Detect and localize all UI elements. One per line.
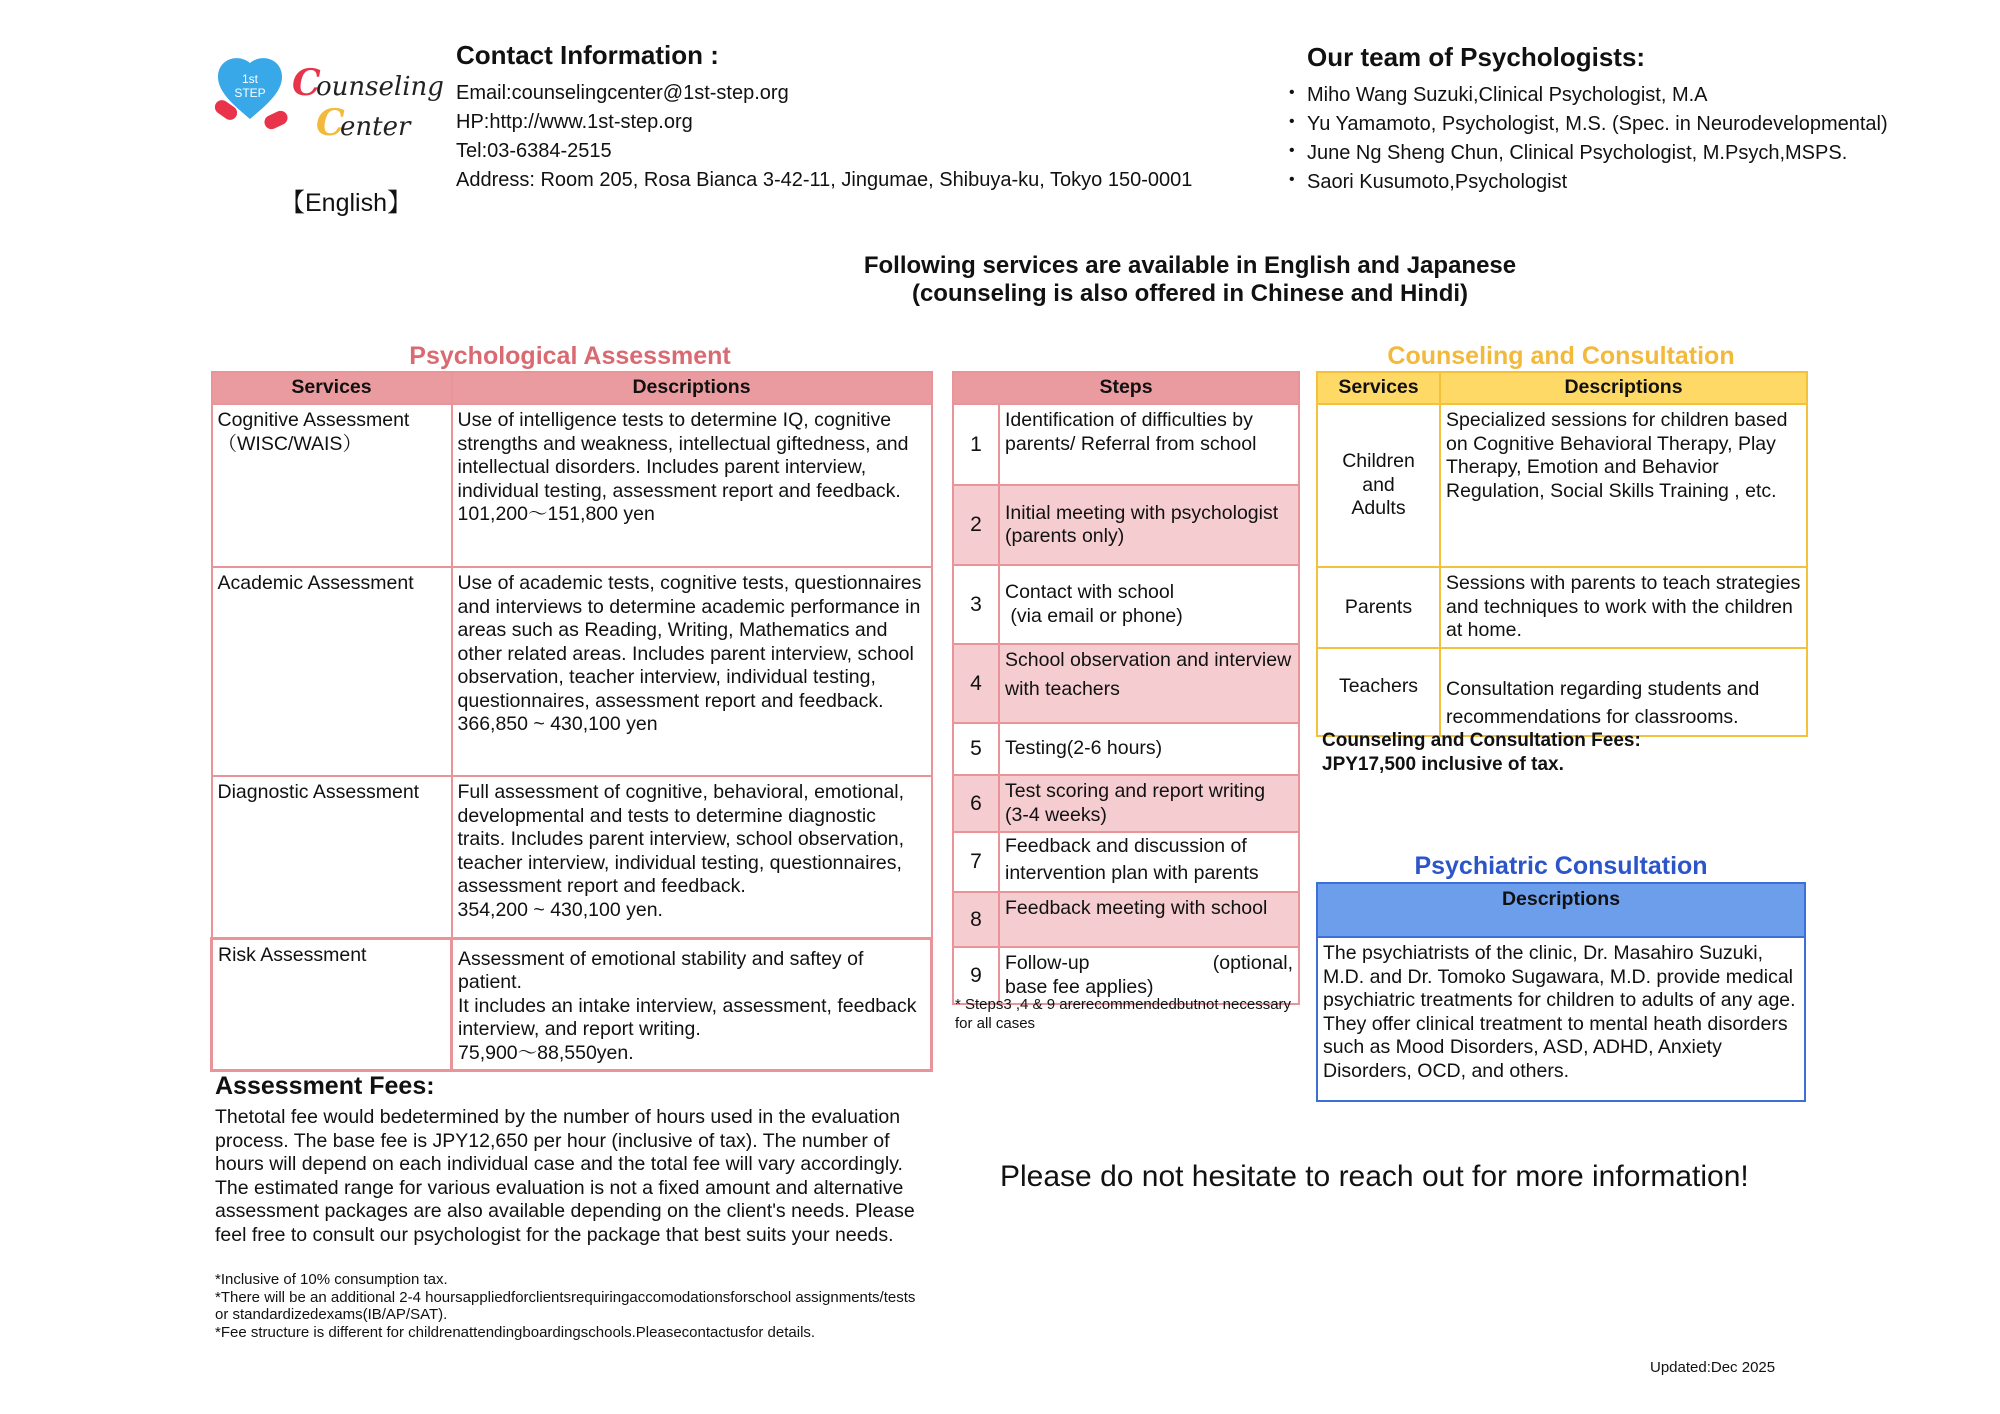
contact-address: Address: Room 205, Rosa Bianca 3-42-11, Jingumae, Shibuya-ku, Tokyo 150-0001 [456, 169, 1193, 191]
contact-website[interactable]: HP:http://www.1st-step.org [456, 111, 693, 133]
service-description: Assessment of emotional stability and saftey of patient. It includes an intake interview, assessment, feedback interview, and report writing. 75,900〜88,550yen. [452, 938, 932, 1071]
price: 101,200〜151,800 yen [457, 503, 655, 525]
step-text: Contact with school (via email or phone) [999, 565, 1299, 644]
language-label: 【English】 [280, 189, 412, 217]
service-name: Diagnostic Assessment [212, 776, 452, 938]
fee-note: *Inclusive of 10% consumption tax. [215, 1271, 448, 1288]
step-number: 4 [953, 644, 999, 723]
service-name: Parents [1317, 567, 1440, 648]
table-row [1317, 567, 1807, 648]
step-number: 8 [953, 892, 999, 947]
service-name: Risk Assessment [212, 938, 452, 1071]
step-number: 7 [953, 832, 999, 892]
step-row [953, 723, 1299, 775]
step-row [953, 565, 1299, 644]
svg-text:enter: enter [340, 112, 411, 142]
step-row [953, 832, 1299, 892]
table-row [1317, 404, 1807, 567]
contact-title: Contact Information : [456, 40, 719, 70]
table-row [212, 404, 932, 567]
step-number: 9 [953, 947, 999, 1004]
contact-information [456, 40, 1192, 195]
counseling-center-logo [212, 55, 444, 144]
table-row [212, 776, 932, 938]
team-member: • Yu Yamamoto, Psychologist, M.S. (Spec. in Neurodevelopmental) [1289, 110, 1888, 139]
service-description: Sessions with parents to teach strategies and techniques to work with the children at home. [1440, 567, 1807, 648]
psychiatric-consultation-table [1316, 882, 1806, 1102]
counseling-title: Counseling and Consultation [1387, 342, 1735, 370]
svg-text:C: C [316, 102, 345, 144]
contact-email[interactable]: Email:counselingcenter@1st-step.org [456, 82, 789, 104]
psychiatric-consultation-title: Psychiatric Consultation [1414, 852, 1708, 880]
service-name: Children and Adults [1317, 404, 1440, 567]
step-text: Follow-up (optional, base fee applies) [999, 947, 1299, 1004]
team-list [1307, 81, 1888, 197]
steps-note: * Steps3 ,4 & 9 arerecommendedbutnot necessary for all cases [955, 996, 1292, 1032]
psychiatric-description: The psychiatrists of the clinic, Dr. Masahiro Suzuki, M.D. and Dr. Tomoko Sugawara, M.D. provide medical psychiatric treatments for children to adults of any age. They offer clinical treatment to mental heath disorders such as Mood Disorders, ASD, ADHD, Anxiety Disorders, OCD, and others. [1317, 937, 1805, 1101]
svg-text:STEP: STEP [234, 86, 266, 100]
service-description: Use of intelligence tests to determine IQ, cognitive strengths and weakness, intellectual giftedness, and intellectual disorders. Includes parent interview, individual testing, assessment report and feedback. 101,200〜151,800 yen [452, 404, 932, 567]
step-text: Feedback meeting with school [999, 892, 1299, 947]
psychological-assessment-table [210, 371, 933, 1072]
service-description: Full assessment of cognitive, behavioral, emotional, developmental and tests to determine diagnostic traits. Includes parent interview, school observation, teacher interview, individual testing, questionnaires, assessment report and feedback. 354,200 ~ 430,100 yen. [452, 776, 932, 938]
table-row [212, 567, 932, 776]
table-row [1317, 648, 1807, 736]
svg-text:ounseling: ounseling [316, 72, 444, 102]
service-name: Cognitive Assessment （WISC/WAIS） [212, 404, 452, 567]
descriptions-header: Descriptions [452, 372, 932, 404]
service-description: Specialized sessions for children based on Cognitive Behavioral Therapy, Play Therapy, Emotion and Behavior Regulation, Social Skills Training , etc. [1440, 404, 1807, 567]
step-row [953, 404, 1299, 485]
services-header: Services [212, 372, 452, 404]
price: 354,200 ~ 430,100 yen. [457, 898, 663, 921]
updated-date: Updated:Dec 2025 [1650, 1359, 1776, 1376]
step-row [953, 892, 1299, 947]
counseling-fees: Counseling and Consultation Fees: JPY17,500 inclusive of tax. [1322, 730, 1641, 775]
step-number: 6 [953, 775, 999, 832]
svg-text:C: C [292, 62, 321, 104]
step-text: Testing(2-6 hours) [999, 723, 1299, 775]
team-member: • Saori Kusumoto,Psychologist [1289, 168, 1888, 197]
step-number: 5 [953, 723, 999, 775]
services-header: Services [1317, 372, 1440, 404]
team-member: • Miho Wang Suzuki,Clinical Psychologist, M.A [1289, 81, 1888, 110]
availability-notice: Following services are available in English and Japanese (counseling is also offered in Chinese and Hindi) [863, 252, 1517, 307]
fee-note: *Fee structure is different for childrenattendingboardingschools.Pleasecontactusfor details. [215, 1323, 816, 1341]
service-name: Academic Assessment [212, 567, 452, 776]
reach-out-message: Please do not hesitate to reach out for more information! [1000, 1160, 1749, 1193]
fee-note: *There will be an additional 2-4 hoursappliedforclientsrequiringaccomodationsforschool assignments/tests or standardizedexams(IB/AP/SAT). [215, 1288, 916, 1323]
service-description: Use of academic tests, cognitive tests, questionnaires and interviews to determine academic performance in areas such as Reading, Writing, Mathematics and other related areas. Includes parent interview, school observation, teacher interview, individual testing, questionnaires, assessment report and feedback. 366,850 ~ 430,100 yen [452, 567, 932, 776]
step-text: Initial meeting with psychologist (parents only) [999, 485, 1299, 565]
svg-text:1st: 1st [241, 72, 259, 86]
step-row [953, 644, 1299, 723]
team-title: Our team of Psychologists: [1307, 42, 1646, 72]
counseling-table [1316, 371, 1808, 737]
steps-header: Steps [953, 372, 1299, 404]
step-row [953, 775, 1299, 832]
step-text: Test scoring and report writing (3-4 weeks) [999, 775, 1299, 832]
price: 366,850 ~ 430,100 yen [457, 713, 658, 735]
steps-table [952, 371, 1300, 1005]
service-name: Teachers [1317, 648, 1440, 736]
step-text: Feedback and discussion of intervention plan with parents [999, 832, 1299, 892]
service-description: Consultation regarding students and recommendations for classrooms. [1440, 648, 1807, 736]
assessment-fees-title: Assessment Fees: [215, 1072, 435, 1100]
step-text: School observation and interview with teachers [999, 644, 1299, 723]
assessment-fees-body: Thetotal fee would bedetermined by the number of hours used in the evaluation process. The base fee is JPY12,650 per hour (inclusive of tax). The number of hours will depend on each individual case and the total fee will vary accordingly. The estimated range for various evaluation is not a fixed amount and alternative assessment packages are also available depending on the client's needs. Please feel free to consult our psychologist for the package that best suits your needs. [215, 1106, 915, 1246]
step-row [953, 485, 1299, 565]
step-number: 3 [953, 565, 999, 644]
step-number: 2 [953, 485, 999, 565]
descriptions-header: Descriptions [1317, 883, 1805, 937]
price: 75,900〜88,550yen. [458, 1041, 634, 1064]
contact-phone: Tel:03-6384-2515 [456, 140, 612, 162]
psychologist-team [1307, 42, 1888, 197]
step-number: 1 [953, 404, 999, 485]
descriptions-header: Descriptions [1440, 372, 1807, 404]
assessment-fees-notes [215, 1271, 927, 1341]
table-row [212, 938, 932, 1071]
psychological-assessment-title: Psychological Assessment [409, 342, 731, 370]
team-member: • June Ng Sheng Chun, Clinical Psychologist, M.Psych,MSPS. [1289, 139, 1888, 168]
step-text: Identification of difficulties by parents/ Referral from school [999, 404, 1299, 485]
